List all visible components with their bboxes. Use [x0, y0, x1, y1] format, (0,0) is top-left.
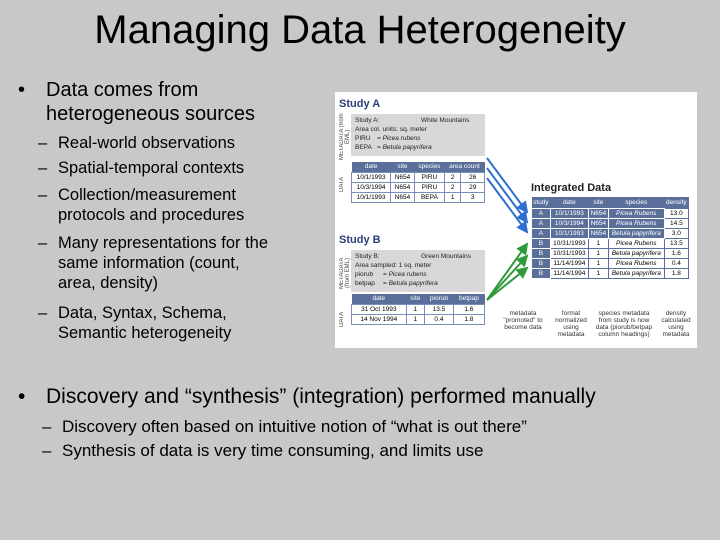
table-row: B 11/14/1994 1 Picea Rubens 0.4: [532, 258, 689, 268]
arrow-a-2: [487, 168, 527, 222]
table-row: 31 Oct 1993 1 13.5 1.6: [352, 304, 485, 314]
table-row: A 10/1/1993 N654 Betula papyrifera 3.0: [532, 228, 689, 238]
slide-title: Managing Data Heterogeneity: [94, 8, 626, 52]
bullet-2: [18, 384, 708, 410]
study-a-metadata-label: METADATA (from EML): [339, 113, 351, 161]
study-b-data-label: DATA: [339, 311, 345, 327]
footnote-metadata-promoted: metadata "promoted" to become data: [503, 310, 543, 331]
sub-bullet-representations: – Many representations for the same information (count, area, density): [38, 234, 269, 292]
table-row: 10/1/1993 N654 BEPA 1 3: [352, 192, 485, 202]
table-row: B 10/31/1993 1 Picea Rubens 13.5: [532, 238, 689, 248]
study-a-title: Study A: [339, 98, 381, 110]
study-b-metadata: Study B: Green Mountains Area sampled: 1 sq. meter piorub = Picea rubens betpap = Betula papyrifera: [351, 250, 485, 292]
table-row: B 10/31/1993 1 Betula papyrifera 1.6: [532, 248, 689, 258]
sub-bullet-observations: – Real-world observations: [38, 134, 235, 152]
sub-bullet-contexts: – Spatial-temporal contexts: [38, 159, 245, 177]
bullet-1-line-1: Data comes from: [46, 79, 199, 101]
study-a-data-label: DATA: [339, 176, 345, 192]
sub-bullet-heterogeneity: – Data, Syntax, Schema, Semantic heterogeneity: [38, 304, 232, 342]
bullet-1-line-2: heterogeneous sources: [46, 103, 256, 125]
study-a-metadata: Study A: White Mountains Area col. units: sq. meter PIRU = Picea rubens BEPA = Betula papyrifera: [351, 114, 485, 156]
bullet-dot-icon: •: [18, 385, 26, 408]
table-row: A 10/3/1994 N654 Picea Rubens 14.5: [532, 218, 689, 228]
integrated-data-title: Integrated Data: [531, 182, 612, 194]
study-a-table: date site species area count 10/1/1993 N654 PIRU 2 26 10/3/1994 N654 PIRU 2 29 10/1/1993 N654 BEPA 1 3: [351, 162, 485, 203]
integration-arrows: [485, 152, 535, 302]
sub-bullet-discovery: – Discovery often based on intuitive notion of “what is out there”: [42, 417, 527, 436]
sub-bullet-synthesis: – Synthesis of data is very time consuming, and limits use: [42, 441, 484, 460]
bullet-2-text: Discovery and “synthesis” (integration) performed manually: [46, 385, 596, 408]
study-b-metadata-label: METADATA (from EML): [339, 257, 351, 289]
table-row: A 10/1/1993 N654 Picea Rubens 13.0: [532, 208, 689, 218]
footnote-format-normalized: format normalized using metadata: [555, 310, 587, 338]
table-row: 10/1/1993 N654 PIRU 2 26: [352, 172, 485, 182]
study-b-table: date site piorub betpap 31 Oct 1993 1 13.5 1.6 14 Nov 1994 1 0.4 1.8: [351, 294, 485, 325]
footnote-density-calculated: density calculated using metadata: [661, 310, 691, 338]
integrated-table: study date site species density A 10/1/1993 N654 Picea Rubens 13.0 A 10/3/1994 N654 Picea Rubens 14.5 A 10/1/1993 N654 Betula papyrifera 3.0 B 10/31/1993 1 Picea Rubens 13.5 B 10/31/1993 1 Betula papyrifera 1.6 B 11/14/1994 1 Picea Rubens 0.4 B 11/14/1994 1 Betula papyrifera 1.8: [533, 198, 687, 277]
arrow-b-2: [487, 256, 527, 300]
table-row: 10/3/1994 N654 PIRU 2 29: [352, 182, 485, 192]
bullet-1: [18, 78, 318, 126]
study-b-title: Study B: [339, 234, 381, 246]
footnote-species-metadata: species metadata from study is now data (piorub/betpap column headings): [595, 310, 653, 338]
table-row: B 11/14/1994 1 Betula papyrifera 1.8: [532, 268, 689, 278]
integration-figure: [335, 92, 697, 348]
sub-bullet-protocols: – Collection/measurement protocols and procedures: [38, 186, 245, 224]
table-row: 14 Nov 1994 1 0.4 1.8: [352, 314, 485, 324]
bullet-dot-icon: •: [18, 79, 26, 101]
